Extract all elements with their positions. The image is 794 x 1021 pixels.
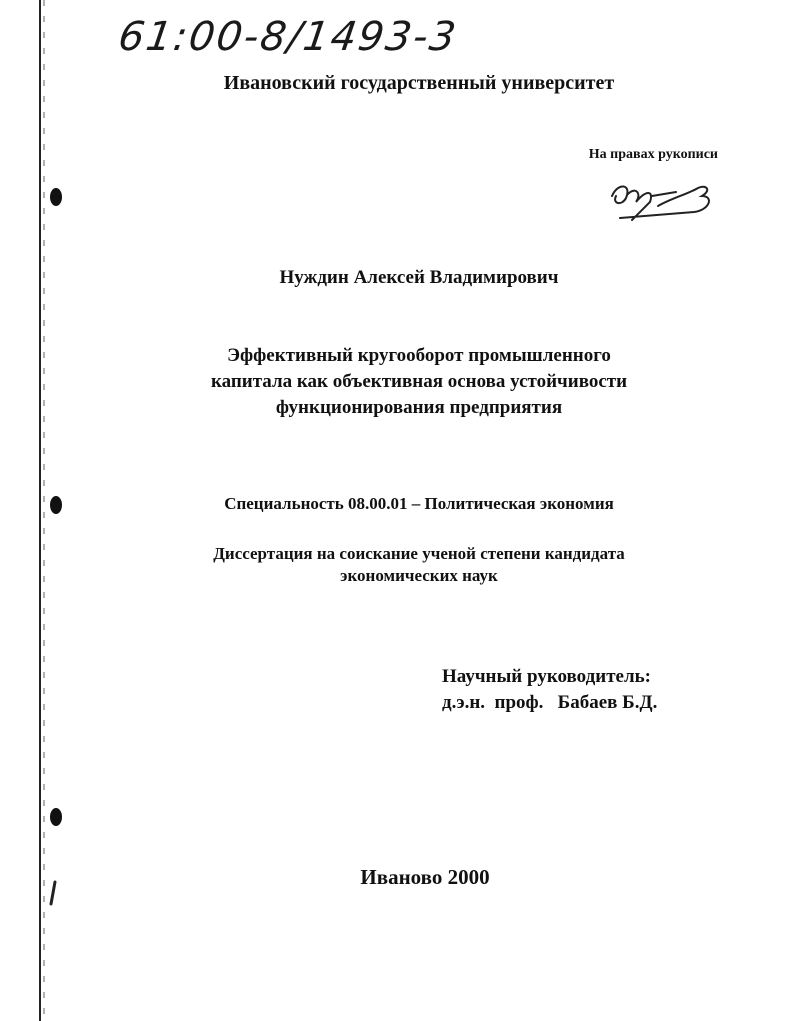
supervisor-block bbox=[442, 664, 657, 716]
dissertation-title bbox=[22, 343, 794, 421]
specialty: Специальность 08.00.01 – Политическая экономия bbox=[224, 494, 614, 513]
manuscript-rights: На правах рукописи bbox=[588, 147, 718, 162]
supervisor-name: д.э.н. проф. Бабаев Б.Д. bbox=[442, 692, 658, 713]
university-name: Ивановский государственный университет bbox=[223, 72, 615, 94]
title-line: Эффективный кругооборот промышленного bbox=[227, 345, 611, 366]
degree-line: Диссертация на соискание ученой степени кандидата bbox=[213, 544, 625, 563]
punch-hole bbox=[50, 188, 62, 206]
punch-hole bbox=[50, 808, 62, 826]
supervisor-label: Научный руководитель: bbox=[442, 666, 651, 687]
city-year: Иваново 2000 bbox=[360, 865, 490, 889]
title-line: капитала как объективная основа устойчивости bbox=[210, 371, 628, 392]
signature-image bbox=[602, 176, 720, 224]
author-name: Нуждин Алексей Владимирович bbox=[279, 267, 559, 288]
scan-mark bbox=[48, 880, 58, 906]
archive-code: 61:00-8/1493-3 bbox=[115, 14, 461, 60]
title-line: функционирования предприятия bbox=[275, 397, 563, 418]
degree-statement bbox=[22, 543, 794, 587]
degree-line: экономических наук bbox=[340, 566, 498, 585]
